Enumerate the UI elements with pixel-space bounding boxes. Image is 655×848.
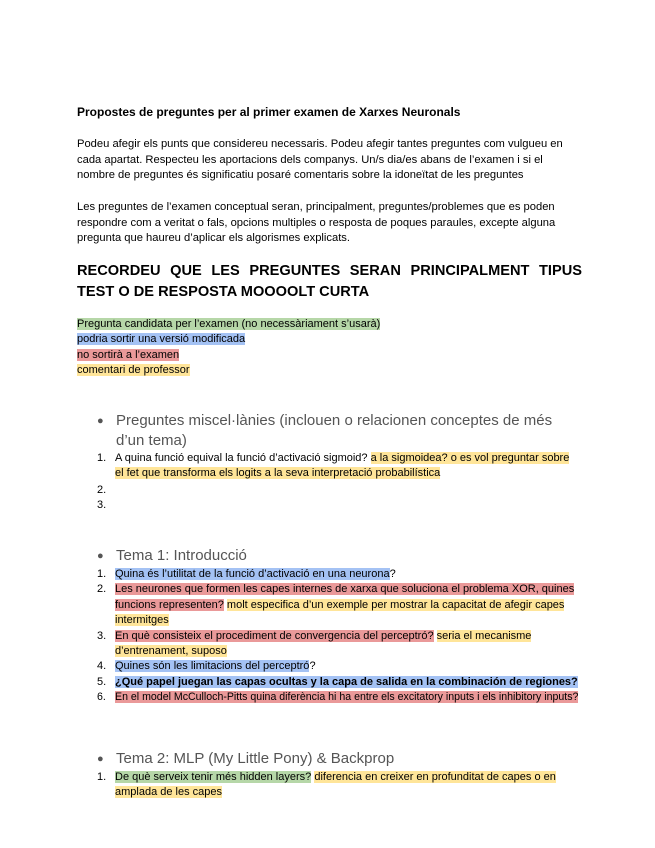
question-text: En el model McCulloch-Pitts quina diferència hi ha entre els excitatory inputs i els inhibitory inputs? bbox=[115, 691, 579, 704]
list-item bbox=[97, 690, 579, 705]
item-number: 1. bbox=[97, 568, 107, 580]
legend-green bbox=[77, 317, 380, 332]
item-number: 2. bbox=[97, 583, 107, 596]
legend-red-label: no sortirà a l’examen bbox=[77, 349, 180, 361]
reminder-heading: RECORDEU QUE LES PREGUNTES SERAN PRINCIPALMENT TIPUS TEST O DE RESPOSTA MOOOOLT CURTA bbox=[77, 263, 582, 300]
list-item bbox=[97, 451, 579, 482]
section-heading-tema-2 bbox=[97, 749, 567, 769]
question-text: ¿Qué papel juegan las capas ocultas y la capa de salida en la combinación de regiones? bbox=[115, 675, 578, 688]
question-list-tema-1 bbox=[97, 567, 579, 706]
question-text: De què serveix tenir més hidden layers? bbox=[115, 771, 312, 783]
section-heading-text: Preguntes miscel·lànies (inclouen o relacionen conceptes de més d’un tema) bbox=[116, 412, 553, 449]
item-number: 3. bbox=[97, 629, 107, 642]
document-title: Propostes de preguntes per al primer examen de Xarxes Neuronals bbox=[77, 105, 461, 119]
question-text: En què consisteix el procediment de convergencia del perceptró? bbox=[115, 629, 434, 642]
legend-red bbox=[77, 348, 179, 363]
professor-comment: diferencia en creixer en profunditat de capes o en amplada de les capes bbox=[115, 771, 556, 799]
item-number: 4. bbox=[97, 660, 107, 673]
question-list-tema-2 bbox=[97, 770, 579, 801]
list-item bbox=[97, 659, 579, 674]
list-item bbox=[97, 567, 579, 582]
legend-yellow bbox=[77, 363, 190, 378]
professor-comment: a la sigmoidea? o es vol preguntar sobre el fet que transforma els logits a la seva interpretació probabilística bbox=[115, 452, 570, 480]
legend-yellow-label: comentari de professor bbox=[77, 364, 190, 376]
list-item bbox=[97, 675, 579, 690]
question-text: A quina funció equival la funció d’activació sigmoid? bbox=[115, 452, 368, 464]
item-number: 1. bbox=[97, 452, 107, 464]
list-item bbox=[97, 629, 579, 660]
item-number: 2. bbox=[97, 483, 107, 496]
question-trail: ? bbox=[389, 568, 396, 580]
list-item bbox=[97, 498, 579, 513]
legend-green-label: Pregunta candidata per l’examen (no necessàriament s’usarà) bbox=[77, 318, 381, 330]
item-number: 6. bbox=[97, 691, 106, 704]
list-item bbox=[97, 770, 579, 801]
item-number: 1. bbox=[97, 771, 107, 783]
question-list-miscellaneous bbox=[97, 451, 579, 514]
list-item bbox=[97, 582, 579, 628]
section-heading-text: Tema 2: MLP (My Little Pony) & Backprop bbox=[116, 750, 395, 767]
question-trail: ? bbox=[309, 660, 316, 673]
bullet-icon: ● bbox=[97, 550, 104, 562]
bullet-icon: ● bbox=[97, 415, 104, 427]
item-number: 5. bbox=[97, 675, 107, 688]
professor-comment: molt especifica d’un exemple per mostrar la capacitat de afegir capes intermitges bbox=[115, 598, 565, 627]
legend-blue-label: podria sortir una versió modificada bbox=[77, 333, 246, 345]
section-heading-text: Tema 1: Introducció bbox=[116, 547, 247, 564]
question-text: Quina és l’utilitat de la funció d’activació en una neurona bbox=[115, 568, 390, 580]
bullet-icon: ● bbox=[97, 753, 104, 765]
section-heading-miscellaneous bbox=[97, 411, 567, 451]
section-heading-tema-1 bbox=[97, 546, 567, 566]
question-text: Les neurones que formen les capes internes de xarxa que soluciona el problema XOR, quines funcions representen? bbox=[115, 583, 575, 611]
item-number: 3. bbox=[97, 499, 107, 512]
professor-comment: seria el mecanisme d’entrenament, suposo bbox=[115, 629, 532, 658]
intro-paragraph-1: Podeu afegir els punts que considereu necessaris. Podeu afegir tantes preguntes com vulgueu en cada apartat. Respecteu les aportacions dels companys. Un/s dia/es abans de l’examen i si el nombre de preguntes és significatiu posaré comentaris sobre la idoneïtat de les preguntes bbox=[77, 138, 563, 181]
legend-blue bbox=[77, 332, 245, 347]
question-text: Quines són les limitacions del perceptró bbox=[115, 660, 310, 673]
intro-paragraph-2: Les preguntes de l’examen conceptual seran, principalment, preguntes/problemes que es poden respondre com a veritat o fals, opcions multiples o resposta de poques paraules, excepte alguna pregunta que haureu d’aplicar els algorismes explicats. bbox=[77, 201, 556, 244]
list-item bbox=[97, 483, 579, 498]
